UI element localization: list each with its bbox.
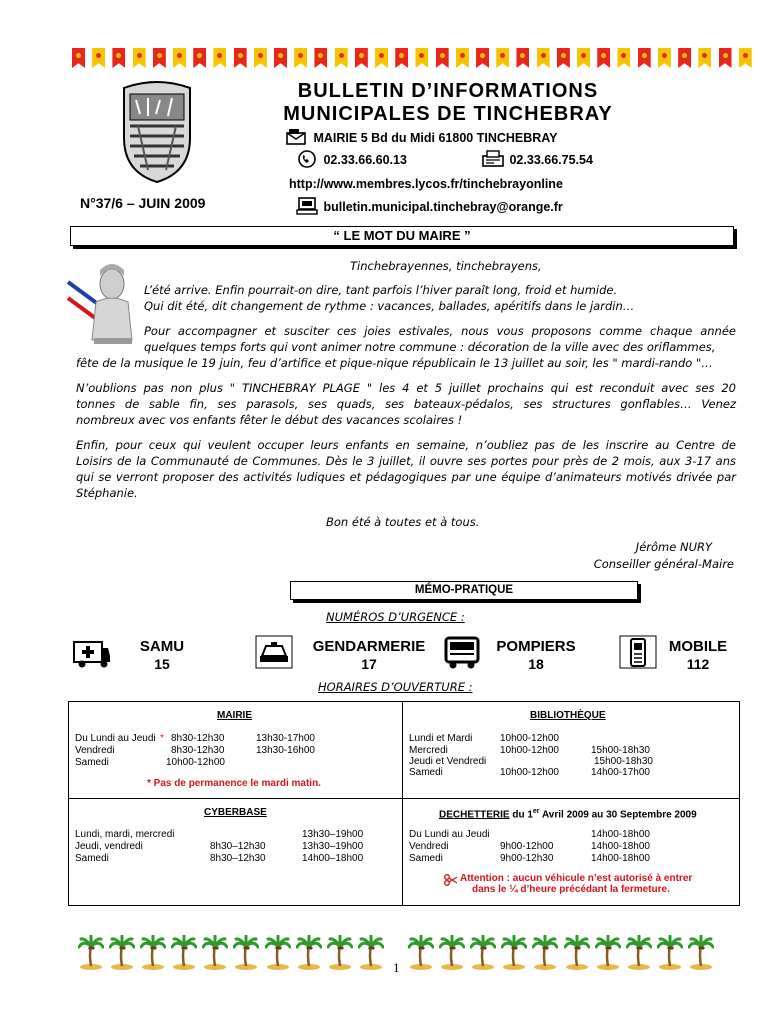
bunting-flag-icon [92, 48, 105, 68]
computer-icon [296, 197, 318, 215]
decheterie-title: DECHETTERIE [439, 809, 510, 821]
bunting-flag-icon [597, 48, 610, 68]
bunting-flag-icon [173, 48, 186, 68]
intro-line2: Qui dit été, dit changement de rythme : vacances, ballades, apéritifs dans le jardin… [144, 299, 635, 313]
palm-tree-icon [233, 935, 259, 971]
decheterie-period-start: du 1 [512, 809, 533, 821]
bibliotheque-day: Mercredi [409, 745, 448, 756]
phone-icon [296, 150, 318, 168]
bulletin-title-line2: MUNICIPALES DE TINCHEBRAY [283, 103, 613, 125]
decheterie-warning-line2: dans le ¼ d’heure précédant la fermeture. [472, 884, 670, 895]
palm-tree-icon [171, 935, 197, 971]
address-text: MAIRIE 5 Bd du Midi 61800 TINCHEBRAY [313, 131, 558, 145]
palm-tree-icon [439, 935, 465, 971]
bunting-decoration [72, 48, 752, 74]
greeting: Tinchebrayennes, tinchebrayens, [350, 259, 542, 273]
palm-tree-icon [202, 935, 228, 971]
bunting-flag-icon [112, 48, 125, 68]
decheterie-header [439, 806, 697, 821]
mairie-title: MAIRIE [217, 710, 252, 721]
bunting-flag-icon [577, 48, 590, 68]
pompiers-label: POMPIERS [496, 638, 576, 655]
intro-line1: L’été arrive. Enfin pourrait-on dire, tant parfois l’hiver paraît long, froid et humide. [144, 283, 618, 297]
table-row-divider [68, 798, 740, 799]
police-car-icon [254, 634, 294, 670]
centre-line1: Enfin, pour ceux qui veulent occuper leurs enfants en semaine, n’oubliez pas de les inscrire au Centre de [76, 438, 736, 452]
cyberbase-time: 14h00–18h00 [302, 853, 364, 864]
bunting-flag-icon [72, 48, 85, 68]
bunting-flag-icon [739, 48, 752, 68]
plage-line1: N’oublions pas non plus " TINCHEBRAY PLAGE " les 4 et 5 juillet prochains qui est reconduit avec ses 20 [76, 381, 736, 395]
cyberbase-day: Lundi, mardi, mercredi [75, 829, 175, 840]
palm-tree-icon [296, 935, 322, 971]
bibliotheque-time: 10h00-12h00 [500, 745, 559, 756]
decheterie-time: 9h00-12h00 [500, 841, 554, 852]
bunting-flag-icon [719, 48, 732, 68]
email-link[interactable]: bulletin.municipal.tinchebray@orange.fr [323, 200, 563, 214]
pompiers-number: 18 [528, 656, 544, 672]
bibliotheque-title: BIBLIOTHÈQUE [530, 710, 606, 721]
bibliotheque-time: 15h00-18h30 [594, 756, 653, 767]
palm-tree-icon [408, 935, 434, 971]
marianne-bust-icon [66, 262, 138, 346]
events-line2: quelques temps forts qui vont animer notre commune : décoration de la ville avec des oriflammes, [144, 340, 716, 354]
bunting-flag-icon [395, 48, 408, 68]
bunting-flag-icon [537, 48, 550, 68]
bunting-flag-icon [516, 48, 529, 68]
decheterie-day: Du Lundi au Jeudi [409, 829, 490, 840]
mairie-time: 10h00-12h00 [166, 757, 225, 768]
decheterie-time: 14h00-18h00 [591, 829, 650, 840]
cyberbase-time: 13h30–19h00 [302, 829, 364, 840]
bunting-flag-icon [274, 48, 287, 68]
palm-tree-icon [688, 935, 714, 971]
memo-pratique-banner: MÉMO-PRATIQUE [290, 581, 638, 600]
bunting-flag-icon [557, 48, 570, 68]
palm-tree-icon [564, 935, 590, 971]
cyberbase-day: Samedi [75, 853, 109, 864]
gendarmerie-label: GENDARMERIE [312, 638, 426, 655]
palm-tree-icon [626, 935, 652, 971]
mairie-day: Vendredi [75, 745, 115, 756]
fax-number: 02.33.66.75.54 [509, 153, 593, 167]
bibliotheque-day: Jeudi et Vendredi [409, 756, 487, 767]
plage-line3: nombreux avec vos enfants fêter le début des vacances scolaires ! [76, 413, 463, 427]
events-line3: fête de la musique le 19 juin, feu d’artifice et pique-nique républicain le 13 juillet au soir, les " mardi-rando "… [76, 356, 713, 370]
palm-tree-icon [78, 935, 104, 971]
mobile-phone-icon [618, 634, 658, 670]
mairie-time: 8h30-12h30 [171, 733, 225, 744]
hours-heading: HORAIRES D’OUVERTURE : [318, 680, 473, 694]
mairie-time: 13h30-17h00 [256, 733, 315, 744]
bunting-flag-icon [375, 48, 388, 68]
bibliotheque-time: 10h00-12h00 [500, 767, 559, 778]
bunting-flag-icon [678, 48, 691, 68]
cyberbase-title: CYBERBASE [204, 807, 267, 818]
closing: Bon été à toutes et à tous. [326, 515, 480, 529]
bibliotheque-time: 15h00-18h30 [591, 745, 650, 756]
bunting-flag-icon [314, 48, 327, 68]
mobile-number: 112 [686, 656, 710, 672]
cyberbase-day: Jeudi, vendredi [75, 841, 143, 852]
decheterie-time: 9h00-12h30 [500, 853, 554, 864]
emergency-heading: NUMÉROS D’URGENCE : [326, 610, 465, 624]
bunting-flag-icon [638, 48, 651, 68]
bunting-flag-icon [133, 48, 146, 68]
decheterie-period-sup: er [532, 808, 540, 815]
decheterie-warning-line1: Attention : aucun véhicule n’est autorisé à entrer [460, 873, 693, 884]
decheterie-day: Vendredi [409, 841, 449, 852]
mairie-time: 8h30-12h30 [171, 745, 225, 756]
bunting-flag-icon [415, 48, 428, 68]
mairie-note: * Pas de permanence le mardi matin. [147, 778, 321, 789]
bibliotheque-time: 14h00-17h00 [591, 767, 650, 778]
mayor-word-banner: “ LE MOT DU MAIRE ” [70, 226, 734, 246]
bunting-flag-icon [355, 48, 368, 68]
mobile-label: MOBILE [668, 638, 728, 655]
bibliotheque-day: Samedi [409, 767, 443, 778]
palm-tree-icon [109, 935, 135, 971]
centre-line2: Loisirs de la Communauté de Communes. Dès le 3 juillet, il ouvre ses portes pour près de 2 mois, aux 3-17 ans [76, 454, 736, 468]
cyberbase-time: 13h30–19h00 [302, 841, 364, 852]
bulletin-title-line1: BULLETIN D’INFORMATIONS [297, 80, 599, 102]
mairie-note-marker: * [160, 733, 164, 744]
bunting-flag-icon [698, 48, 711, 68]
cyberbase-time: 8h30–12h30 [210, 841, 266, 852]
bunting-flag-icon [436, 48, 449, 68]
bunting-flag-icon [476, 48, 489, 68]
centre-line3: qui se verront proposer des activités ludiques et pédagogiques par une équipe d’animateurs motivés drivée par [76, 470, 736, 484]
bunting-flag-icon [456, 48, 469, 68]
bunting-flag-icon [254, 48, 267, 68]
address-line [286, 128, 558, 146]
palm-tree-icon [265, 935, 291, 971]
palm-tree-icon [470, 935, 496, 971]
bunting-flag-icon [617, 48, 630, 68]
phone-number: 02.33.66.60.13 [323, 153, 407, 167]
palm-tree-icon [532, 935, 558, 971]
samu-label: SAMU [139, 638, 185, 655]
issue-number: N°37/6 – JUIN 2009 [80, 195, 206, 211]
cyberbase-time: 8h30–12h30 [210, 853, 266, 864]
palm-tree-icon [595, 935, 621, 971]
mairie-day: Samedi [75, 757, 109, 768]
palm-tree-icon [501, 935, 527, 971]
bunting-flag-icon [234, 48, 247, 68]
mailbox-icon [286, 128, 308, 146]
palm-tree-icon [657, 935, 683, 971]
mairie-time: 13h30-16h00 [256, 745, 315, 756]
page-number: 1 [393, 960, 400, 975]
website-link[interactable]: http://www.membres.lycos.fr/tinchebrayonline [289, 177, 563, 191]
bunting-flag-icon [153, 48, 166, 68]
fire-truck-icon [442, 634, 482, 670]
decheterie-time: 14h00-18h00 [591, 841, 650, 852]
decheterie-period-end: Avril 2009 au 30 Septembre 2009 [541, 809, 697, 821]
decheterie-day: Samedi [409, 853, 443, 864]
table-column-divider [402, 701, 403, 906]
samu-number: 15 [154, 656, 170, 672]
bunting-flag-icon [213, 48, 226, 68]
bunting-flag-icon [496, 48, 509, 68]
bibliotheque-day: Lundi et Mardi [409, 733, 473, 744]
gendarmerie-number: 17 [361, 656, 377, 672]
fax-icon [482, 150, 504, 168]
decheterie-time: 14h00-18h00 [591, 853, 650, 864]
email-line [296, 197, 563, 215]
mairie-day: Du Lundi au Jeudi [75, 733, 156, 744]
plage-line2: tonnes de sable fin, ses parasols, ses quads, ses bateaux-pédalos, ses structures gonflables… Venez [76, 397, 736, 411]
palm-tree-icon [140, 935, 166, 971]
phone-line [296, 150, 407, 168]
bunting-flag-icon [658, 48, 671, 68]
bunting-flag-icon [294, 48, 307, 68]
scissors-icon [444, 874, 458, 886]
palm-tree-icon [327, 935, 353, 971]
town-crest-icon [118, 80, 196, 184]
events-line1: Pour accompagner et susciter ces joies estivales, nous vous proposons comme chaque année [144, 324, 736, 338]
centre-line4: Stéphanie. [76, 486, 138, 500]
signature-title: Conseiller général-Maire [593, 557, 734, 571]
bunting-flag-icon [335, 48, 348, 68]
bunting-flag-icon [193, 48, 206, 68]
fax-line [482, 150, 593, 168]
signature-name: Jérôme NURY [635, 540, 712, 554]
palm-tree-icon [358, 935, 384, 971]
bibliotheque-time: 10h00-12h00 [500, 733, 559, 744]
ambulance-icon [72, 634, 112, 670]
